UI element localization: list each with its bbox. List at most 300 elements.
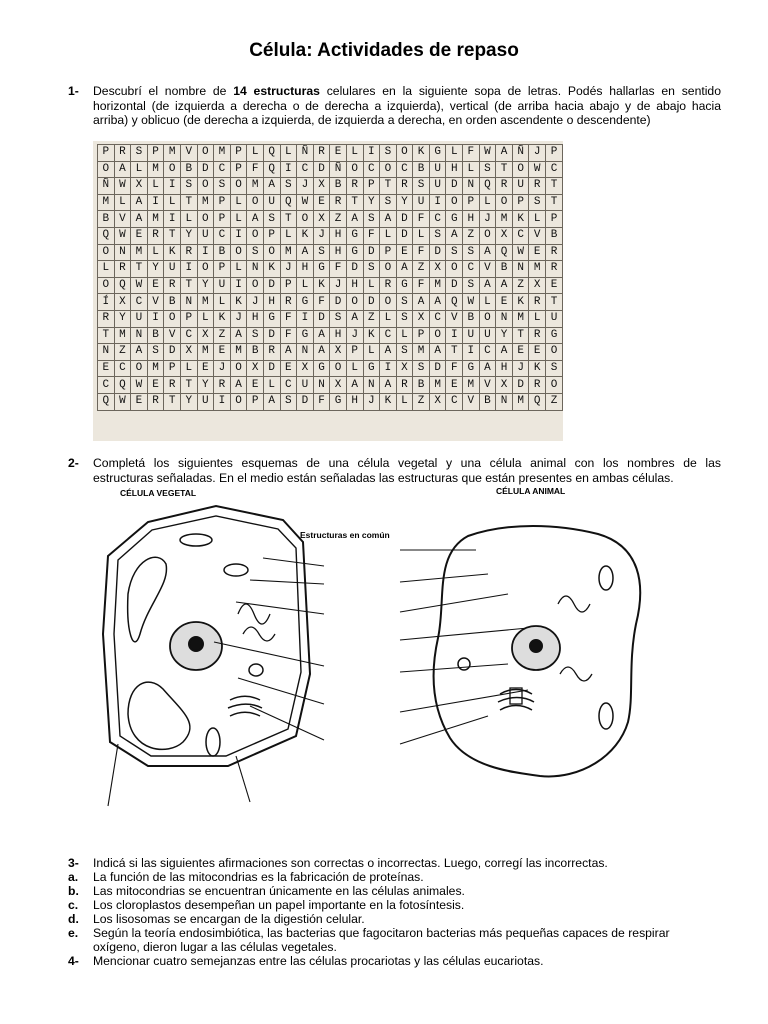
word-search-cell: L (180, 211, 197, 228)
word-search-cell: L (529, 211, 546, 228)
word-search-cell: M (230, 344, 247, 361)
word-search-cell: O (546, 377, 563, 394)
word-search-grid (97, 144, 563, 411)
word-search-cell: D (429, 360, 446, 377)
word-search-cell: W (297, 194, 314, 211)
word-search-cell: K (230, 294, 247, 311)
word-search-cell: C (180, 327, 197, 344)
word-search-cell: A (496, 277, 513, 294)
word-search-cell: O (479, 310, 496, 327)
word-search-cell: N (496, 393, 513, 410)
word-search-cell: X (197, 327, 214, 344)
word-search-cell: X (429, 261, 446, 278)
word-search-cell: M (98, 194, 115, 211)
word-search-cell: K (164, 244, 181, 261)
word-search-cell: U (197, 393, 214, 410)
word-search-cell: G (346, 227, 363, 244)
word-search-cell: U (413, 194, 430, 211)
word-search-cell: F (463, 145, 480, 162)
word-search-cell: G (446, 211, 463, 228)
word-search-cell: L (131, 161, 148, 178)
word-search-cell: L (346, 145, 363, 162)
word-search-cell: O (396, 145, 413, 162)
word-search-cell: C (363, 161, 380, 178)
word-search-cell: H (330, 244, 347, 261)
word-search-cell: S (396, 294, 413, 311)
question-1-line-1 (93, 84, 721, 99)
word-search-row (98, 393, 563, 410)
word-search-cell: X (496, 377, 513, 394)
word-search-cell: E (446, 377, 463, 394)
word-search-cell: P (247, 393, 264, 410)
word-search-cell: C (380, 327, 397, 344)
word-search-cell: J (346, 327, 363, 344)
animal-vesicle (458, 658, 470, 670)
item-d-letter: d. (68, 912, 79, 926)
word-search-cell: L (463, 161, 480, 178)
word-search-cell: D (512, 377, 529, 394)
word-search-cell: R (496, 178, 513, 195)
word-search-cell: Q (263, 145, 280, 162)
word-search-cell: V (479, 377, 496, 394)
plant-mitochondrion-2 (206, 728, 220, 756)
word-search-cell: L (396, 393, 413, 410)
word-search-cell: R (147, 393, 164, 410)
word-search-cell: U (463, 327, 480, 344)
word-search-cell: L (297, 277, 314, 294)
word-search-cell: O (546, 344, 563, 361)
word-search-cell: I (280, 161, 297, 178)
word-search-cell: F (413, 277, 430, 294)
word-search-cell: U (263, 194, 280, 211)
word-search-cell: D (313, 161, 330, 178)
item-c-letter: c. (68, 898, 79, 912)
word-search-cell: S (330, 310, 347, 327)
word-search-cell: L (529, 310, 546, 327)
word-search-cell: W (512, 244, 529, 261)
word-search-cell: C (214, 227, 231, 244)
word-search-cell: S (396, 310, 413, 327)
word-search-cell: A (479, 360, 496, 377)
word-search-cell: C (429, 310, 446, 327)
word-search-cell: S (529, 194, 546, 211)
word-search-cell: V (164, 327, 181, 344)
word-search-cell: J (479, 211, 496, 228)
question-1-text (93, 84, 721, 128)
cell-diagrams-svg (88, 484, 688, 839)
item-a-letter: a. (68, 870, 79, 884)
plant-vesicle (249, 664, 263, 676)
word-search-cell: E (98, 360, 115, 377)
word-search-cell: K (413, 145, 430, 162)
word-search-cell: O (512, 161, 529, 178)
item-a-text: La función de las mitocondrias es la fabricación de proteínas. (93, 870, 424, 884)
word-search-cell: L (263, 377, 280, 394)
word-search-cell: N (512, 261, 529, 278)
word-search-cell: A (429, 344, 446, 361)
word-search-cell: K (363, 327, 380, 344)
word-search-cell: G (313, 360, 330, 377)
question-2-line-2: estructuras señaladas. En el medio están señaladas las estructuras que están presentes en ambas células. (93, 470, 674, 485)
label-animal-cell: CÉLULA ANIMAL (496, 486, 566, 496)
word-search-cell: N (297, 344, 314, 361)
word-search-cell: R (164, 377, 181, 394)
word-search-cell: B (413, 161, 430, 178)
word-search-cell: L (280, 145, 297, 162)
word-search-row (98, 161, 563, 178)
word-search-cell: F (280, 310, 297, 327)
word-search-cell: R (529, 178, 546, 195)
word-search-cell: A (479, 277, 496, 294)
word-search-cell: K (512, 294, 529, 311)
word-search-cell: X (529, 277, 546, 294)
word-search-cell: I (164, 211, 181, 228)
word-search-cell: A (380, 211, 397, 228)
word-search-cell: D (164, 344, 181, 361)
word-search-cell: X (313, 178, 330, 195)
word-search-cell: J (313, 227, 330, 244)
word-search-cell: T (98, 327, 115, 344)
word-search-cell: T (446, 344, 463, 361)
word-search-cell: S (463, 244, 480, 261)
word-search-cell: T (380, 178, 397, 195)
word-search-cell: M (247, 178, 264, 195)
word-search-cell: Y (396, 194, 413, 211)
word-search-cell: V (114, 211, 131, 228)
word-search-cell: E (147, 377, 164, 394)
word-search-cell: P (214, 194, 231, 211)
q1-text-a: Descubrí el nombre de (93, 84, 234, 98)
word-search-cell: E (214, 344, 231, 361)
word-search-cell: Y (197, 377, 214, 394)
word-search-cell: N (180, 294, 197, 311)
page-title: Célula: Actividades de repaso (249, 40, 519, 61)
word-search-cell: A (131, 194, 148, 211)
word-search-cell: O (429, 327, 446, 344)
word-search-cell: T (546, 178, 563, 195)
word-search-cell: R (280, 294, 297, 311)
animal-mitochondrion-2 (599, 703, 613, 729)
word-search-cell: E (512, 344, 529, 361)
item-c-text: Los cloroplastos desempeñan un papel importante en la fotosíntesis. (93, 898, 465, 912)
word-search-cell: Y (496, 327, 513, 344)
word-search-cell: L (413, 227, 430, 244)
word-search-cell: S (363, 211, 380, 228)
word-search-cell: J (529, 145, 546, 162)
word-search-row (98, 277, 563, 294)
word-search-cell: M (413, 344, 430, 361)
word-search-cell: P (546, 145, 563, 162)
word-search-cell: E (131, 227, 148, 244)
word-search-cell: L (363, 344, 380, 361)
word-search-cell: X (413, 310, 430, 327)
q1-text-c: celulares en la siguiente sopa de letras. Podés hallarlas en sentido (319, 84, 721, 98)
word-search-cell: M (463, 377, 480, 394)
word-search-cell: O (131, 360, 148, 377)
word-search-cell: N (131, 327, 148, 344)
item-e-letter: e. (68, 926, 79, 940)
word-search-cell: J (280, 261, 297, 278)
word-search-cell: G (463, 360, 480, 377)
word-search-cell: L (230, 194, 247, 211)
word-search-cell: M (131, 244, 148, 261)
word-search-cell: T (546, 194, 563, 211)
word-search-row (98, 227, 563, 244)
word-search-cell: P (180, 310, 197, 327)
word-search-row (98, 244, 563, 261)
word-search-cell: L (363, 277, 380, 294)
word-search-cell: K (380, 393, 397, 410)
word-search-cell: A (263, 393, 280, 410)
word-search-cell: O (380, 161, 397, 178)
word-search-cell: R (180, 244, 197, 261)
word-search-cell: D (263, 277, 280, 294)
animal-er (558, 596, 592, 681)
word-search-cell: O (164, 161, 181, 178)
word-search-cell: O (98, 161, 115, 178)
word-search-cell: X (496, 227, 513, 244)
word-search-cell: H (263, 294, 280, 311)
word-search-cell: Z (363, 310, 380, 327)
question-2-line-1: Completá los siguientes esquemas de una célula vegetal y una célula animal con los nombres de las (93, 456, 721, 470)
word-search-cell: R (114, 145, 131, 162)
word-search-cell: I (297, 310, 314, 327)
word-search-cell: Ñ (330, 161, 347, 178)
word-search-cell: O (479, 227, 496, 244)
animal-nucleolus (530, 640, 542, 652)
word-search-cell: R (313, 145, 330, 162)
word-search-cell: V (446, 310, 463, 327)
word-search-cell: E (280, 360, 297, 377)
word-search-cell: P (147, 145, 164, 162)
word-search-cell: E (396, 244, 413, 261)
word-search-cell: U (512, 178, 529, 195)
word-search-cell: F (363, 227, 380, 244)
word-search-cell: A (429, 294, 446, 311)
word-search-cell: N (247, 261, 264, 278)
word-search-cell: R (114, 261, 131, 278)
word-search-cell: P (363, 178, 380, 195)
word-search-cell: L (446, 145, 463, 162)
word-search-cell: F (313, 294, 330, 311)
word-search-cell: B (214, 244, 231, 261)
item-e-text-2: oxígeno, dieron lugar a las células vegetales. (93, 940, 337, 954)
word-search-cell: F (313, 393, 330, 410)
word-search-cell: H (346, 393, 363, 410)
word-search-cell: Q (280, 194, 297, 211)
word-search-cell: M (529, 261, 546, 278)
word-search-cell: A (496, 344, 513, 361)
word-search-cell: G (396, 277, 413, 294)
word-search-cell: I (463, 344, 480, 361)
word-search-cell: I (164, 178, 181, 195)
word-search-cell: E (546, 277, 563, 294)
word-search-cell: C (463, 261, 480, 278)
word-search-cell: O (297, 211, 314, 228)
word-search-cell: P (98, 145, 115, 162)
word-search-cell: C (512, 227, 529, 244)
question-2-text (93, 456, 721, 485)
word-search-cell: E (313, 194, 330, 211)
word-search-cell: Ñ (98, 178, 115, 195)
plant-cell (103, 506, 310, 766)
word-search-cell: A (114, 161, 131, 178)
word-search-cell: L (214, 294, 231, 311)
word-search-cell: X (330, 377, 347, 394)
plant-er (238, 604, 275, 641)
word-search-cell: L (479, 294, 496, 311)
item-b-text: Las mitocondrias se encuentran únicamente en las células animales. (93, 884, 465, 898)
word-search-cell: O (98, 244, 115, 261)
word-search-cell: R (396, 178, 413, 195)
word-search-cell: D (330, 294, 347, 311)
word-search-cell: F (446, 360, 463, 377)
word-search-cell: W (529, 161, 546, 178)
word-search-cell: H (496, 360, 513, 377)
word-search-cell: O (197, 211, 214, 228)
word-search-cell: A (479, 244, 496, 261)
word-search-row (98, 211, 563, 228)
word-search-cell: E (496, 294, 513, 311)
question-1-number: 1- (68, 84, 79, 98)
word-search-cell: S (446, 244, 463, 261)
word-search-cell: L (164, 194, 181, 211)
word-search-cell: F (330, 261, 347, 278)
word-search-cell: P (280, 277, 297, 294)
word-search-cell: M (164, 145, 181, 162)
word-search-cell: Y (114, 310, 131, 327)
word-search-cell: T (346, 194, 363, 211)
word-search-cell: A (396, 261, 413, 278)
word-search-cell: L (479, 194, 496, 211)
word-search-cell: B (463, 310, 480, 327)
word-search-cell: M (197, 344, 214, 361)
word-search-cell: L (380, 227, 397, 244)
word-search-cell: O (164, 310, 181, 327)
word-search-cell: P (164, 360, 181, 377)
word-search-cell: D (363, 244, 380, 261)
word-search-cell: B (98, 211, 115, 228)
word-search-cell: Y (363, 194, 380, 211)
question-1-line-3: arriba) y oblicuo (de derecha a izquierda, de izquierda a derecha, en orden ascendente o descendente) (93, 113, 651, 127)
word-search-cell: S (463, 277, 480, 294)
word-search-cell: C (131, 294, 148, 311)
plant-chloroplast-1 (180, 534, 212, 546)
word-search-cell: D (197, 161, 214, 178)
word-search-cell: H (330, 227, 347, 244)
word-search-cell: P (230, 161, 247, 178)
word-search-cell: F (247, 161, 264, 178)
word-search-cell: S (479, 161, 496, 178)
word-search-cell: Z (413, 261, 430, 278)
word-search-cell: I (180, 261, 197, 278)
word-search-cell: K (313, 277, 330, 294)
word-search-cell: G (346, 244, 363, 261)
word-search-cell: A (230, 327, 247, 344)
word-search-cell: Y (180, 393, 197, 410)
word-search-cell: R (330, 194, 347, 211)
word-search-cell: V (463, 393, 480, 410)
word-search-cell: R (546, 261, 563, 278)
word-search-cell: B (180, 161, 197, 178)
word-search-cell: Q (98, 227, 115, 244)
question-3-number: 3- (68, 856, 79, 870)
word-search-cell: L (197, 310, 214, 327)
word-search-cell: P (463, 194, 480, 211)
word-search-cell: L (280, 227, 297, 244)
word-search-cell: I (197, 244, 214, 261)
word-search-cell: U (197, 227, 214, 244)
word-search-cell: S (380, 194, 397, 211)
word-search-cell: T (496, 161, 513, 178)
word-search-cell: U (297, 377, 314, 394)
plant-mitochondrion-1 (224, 564, 248, 576)
word-search-cell: S (413, 178, 430, 195)
word-search-cell: G (297, 327, 314, 344)
plant-nucleolus (189, 637, 203, 651)
word-search-cell: H (330, 327, 347, 344)
word-search-cell: V (180, 145, 197, 162)
word-search-cell: M (214, 145, 231, 162)
word-search-cell: A (297, 244, 314, 261)
word-search-cell: S (247, 244, 264, 261)
word-search-cell: A (346, 211, 363, 228)
word-search-cell: S (546, 360, 563, 377)
cell-diagrams (88, 484, 688, 839)
word-search-cell: E (131, 393, 148, 410)
q1-text-bold: 14 estructuras (233, 84, 320, 98)
word-search-cell: L (147, 178, 164, 195)
word-search-cell: A (446, 227, 463, 244)
word-search-cell: Q (263, 161, 280, 178)
word-search-cell: D (263, 327, 280, 344)
word-search-cell: O (247, 277, 264, 294)
word-search-cell: D (363, 294, 380, 311)
word-search-cell: F (413, 211, 430, 228)
item-b-letter: b. (68, 884, 79, 898)
word-search-cell: D (396, 211, 413, 228)
word-search-cell: I (380, 360, 397, 377)
word-search-cell: U (429, 178, 446, 195)
word-search-cell: B (164, 294, 181, 311)
word-search-cell: A (280, 344, 297, 361)
word-search-cell: A (230, 377, 247, 394)
word-search-cell: H (346, 277, 363, 294)
word-search-cell: I (429, 194, 446, 211)
word-search-cell: B (247, 344, 264, 361)
word-search-row (98, 310, 563, 327)
word-search-cell: S (413, 360, 430, 377)
word-search-cell: P (380, 244, 397, 261)
word-search-cell: O (380, 294, 397, 311)
word-search-cell: Z (413, 393, 430, 410)
word-search-cell: N (114, 244, 131, 261)
word-search-cell: A (131, 211, 148, 228)
word-search-cell: E (247, 377, 264, 394)
word-search-cell: L (396, 327, 413, 344)
word-search-cell: J (363, 393, 380, 410)
word-search-cell: D (396, 227, 413, 244)
word-search-cell: D (429, 244, 446, 261)
word-search-cell: R (396, 377, 413, 394)
word-search-cell: M (147, 211, 164, 228)
word-search-cell: B (479, 393, 496, 410)
word-search-cell: T (180, 194, 197, 211)
word-search-cell: V (529, 227, 546, 244)
word-search-cell: N (98, 344, 115, 361)
word-search-cell: O (330, 360, 347, 377)
word-search-cell: E (330, 145, 347, 162)
